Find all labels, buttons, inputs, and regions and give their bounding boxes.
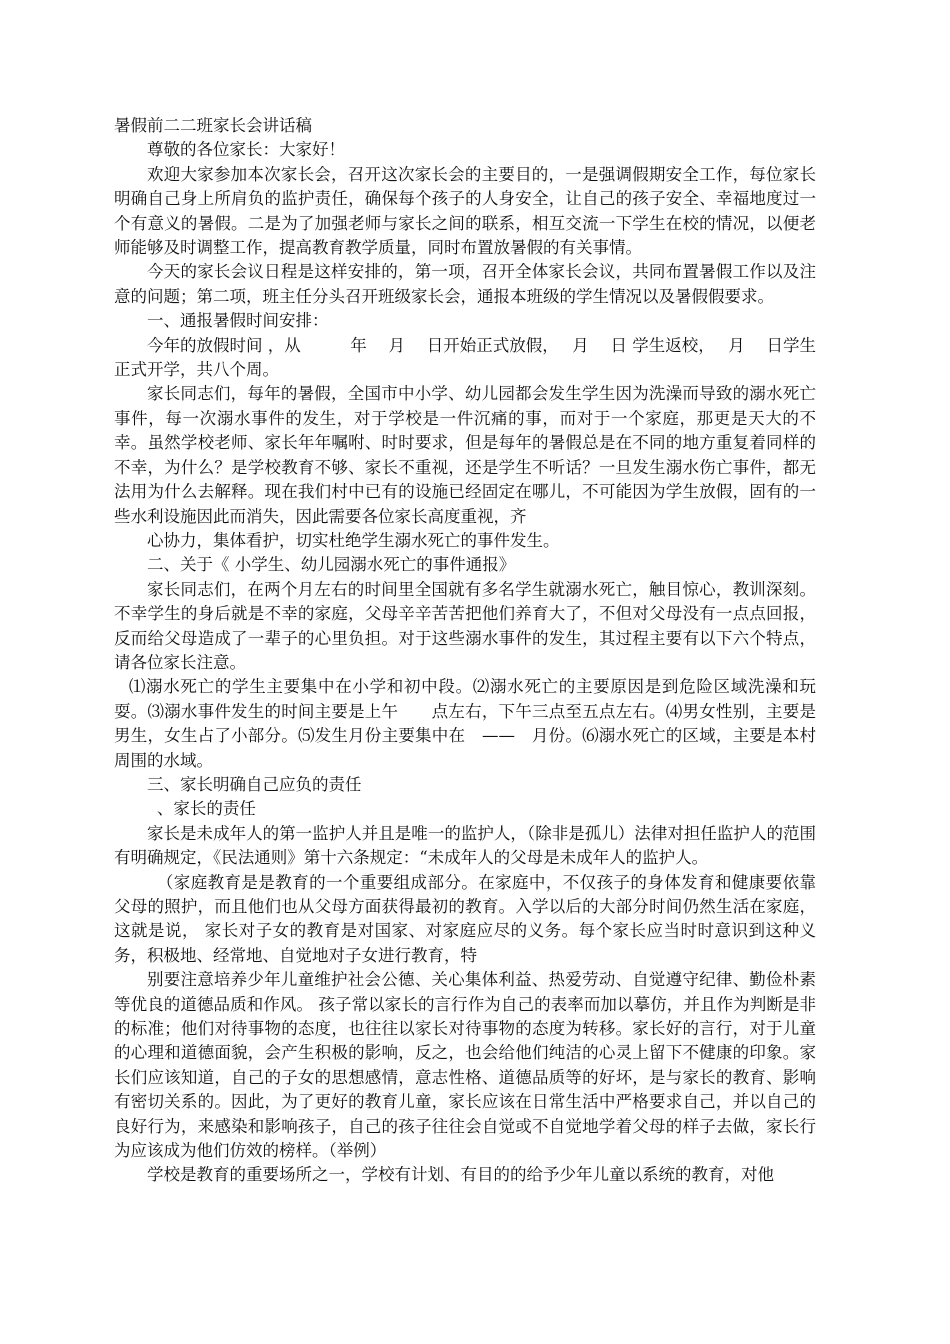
body-paragraph: 家长同志们，每年的暑假，全国市中小学、幼儿园都会发生学生因为洗澡而导致的溺水死亡事件，每一次溺水事件的发生，对于学校是一件沉痛的事，而对于一个家庭，那更是天大的不幸。虽然学校老师、家长年年嘱咐、时时要求，但是每年的暑假总是在不同的地方重复着同样的不幸，为什么？是学校教育不够、家长不重视，还是学生不听话？一旦发生溺水伤亡事件，都无法用为什么去解释。现在我们村中已有的设施已经固定在哪儿，不可能因为学生放假，固有的一些水利设施因此而消失，因此需要各位家长高度重视，齐	[114, 384, 816, 526]
section-heading: 三、家长明确自己应负的责任	[147, 774, 362, 794]
body-paragraph: 家长同志们，在两个月左右的时间里全国就有多名学生就溺水死亡，触目惊心，教训深刻。不幸学生的身后就是不幸的家庭，父母辛辛苦苦把他们养育大了，不但对父母没有一点点回报，反而给父母造成了一辈子的心里负担。对于这些溺水事件的发生，其过程主要有以下六个特点，请各位家长注意。	[114, 579, 816, 672]
body-paragraph: 今年的放假时间 ，从 年 月 日开始正式放假， 月 日 学生返校， 月 日学生正式开学，共八个周。	[114, 335, 816, 380]
section-heading: 一、通报暑假时间安排：	[147, 311, 329, 331]
body-paragraph: （家庭教育是是教育的一个重要组成部分。在家庭中，不仅孩子的身体发育和健康要依靠父母的照护，而且他们也从父母方面获得最初的教育。入学以后的大部分时间仍然生活在家庭，这就是说， 家长对子女的教育是对国家、对家庭应尽的义务。每个家长应当时时意识到这种义务，积极地、经常地、自觉地对子女进行教育，特	[114, 872, 816, 965]
subsection-heading: 、家长的责任	[156, 799, 256, 819]
body-paragraph: 学校是教育的重要场所之一，学校有计划、有目的的给予少年儿童以系统的教育，对他	[147, 1165, 774, 1185]
body-paragraph: 欢迎大家参加本次家长会，召开这次家长会的主要目的，一是强调假期安全工作，每位家长明确自己身上所肩负的监护责任，确保每个孩子的人身安全，让自己的孩子安全、幸福地度过一个有意义的暑假。二是为了加强老师与家长之间的联系，相互交流一下学生在校的情况，以便老师能够及时调整工作，提高教育教学质量，同时布置放暑假的有关事情。	[114, 164, 816, 258]
greeting-paragraph: 尊敬的各位家长：大家好！	[147, 140, 345, 160]
section-heading: 二、关于《 小学生、幼儿园溺水死亡的事件通报》	[147, 555, 516, 575]
body-paragraph: 心协力，集体看护，切实杜绝学生溺水死亡的事件发生。	[147, 530, 560, 550]
body-paragraph: 家长是未成年人的第一监护人并且是唯一的监护人，（除非是孤儿）法律对担任监护人的范围有明确规定，《民法通则》第十六条规定：“未成年人的父母是未成年人的监护人。	[114, 823, 816, 868]
document-page	[114, 114, 816, 1188]
document-title: 暑假前二二班家长会讲话稿	[114, 116, 312, 135]
body-paragraph: 别要注意培养少年儿童维护社会公德、关心集体利益、热爱劳动、自觉遵守纪律、勤俭朴素等优良的道德品质和作风。 孩子常以家长的言行作为自己的表率而加以摹仿，并且作为判断是非的标准；他们对待事物的态度，也往往以家长对待事物的态度为转移。家长好的言行，对于儿童的心理和道德面貌，会产生积极的影响，反之，也会给他们纯洁的心灵上留下不健康的印象。家长们应该知道，自己的子女的思想感情，意志性格、道德品质等的好坏，是与家长的教育、影响有密切关系的。因此，为了更好的教育儿童，家长应该在日常生活中严格要求自己，并以自己的良好行为，来感染和影响孩子，自己的孩子往往会自觉或不自觉地学着父母的样子去做，家长行为应该成为他们仿效的榜样。（举例）	[114, 970, 816, 1161]
body-paragraph: 今天的家长会议日程是这样安排的，第一项，召开全体家长会议，共同布置暑假工作以及注意的问题；第二项，班主任分头召开班级家长会，通报本班级的学生情况以及暑假假要求。	[114, 262, 816, 306]
body-paragraph: ⑴溺水死亡的学生主要集中在小学和初中段。⑵溺水死亡的主要原因是到危险区域洗澡和玩耍。⑶溺水事件发生的时间主要是上午 点左右，下午三点至五点左右。⑷男女性别，主要是男生，女生占了小部分。⑸发生月份主要集中在 —— 月份。⑹溺水死亡的区域，主要是本村周围的水域。	[114, 677, 816, 770]
